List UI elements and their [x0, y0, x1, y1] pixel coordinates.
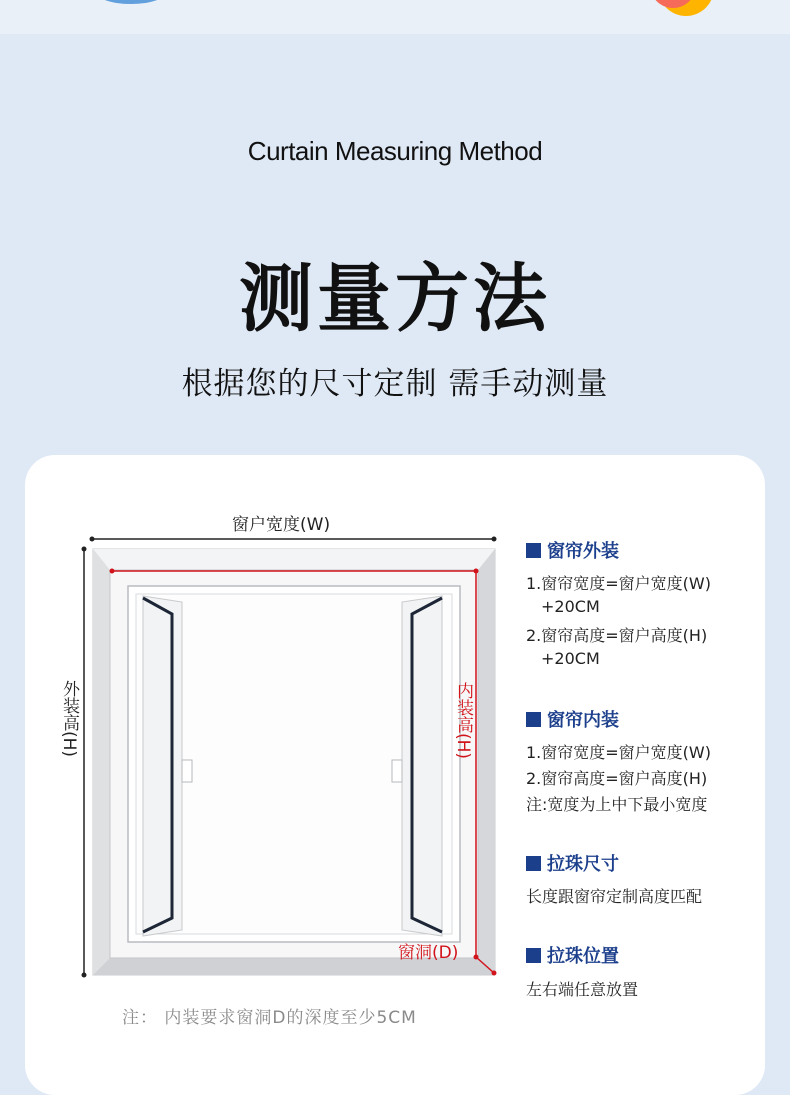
- spec-line: 2.窗帘高度=窗户高度(H): [526, 769, 708, 788]
- page-subtitle: 根据您的尺寸定制 需手动测量: [181, 366, 609, 402]
- square-bullet-icon: [526, 948, 541, 963]
- window-width-label: 窗户宽度(W): [232, 515, 331, 535]
- square-bullet-icon: [526, 712, 541, 727]
- left-handle: [182, 760, 192, 782]
- left-sash: [143, 596, 182, 936]
- spec-line: +20CM: [541, 597, 600, 616]
- spec-line: 注:宽度为上中下最小宽度: [526, 795, 708, 814]
- depth-note: 注： 内装要求窗洞D的深度至少5CM: [122, 1008, 417, 1028]
- spec-line: 1.窗帘宽度=窗户宽度(W): [526, 743, 711, 762]
- spec-line: 1.窗帘宽度=窗户宽度(W): [526, 574, 711, 593]
- spec-line: +20CM: [541, 649, 600, 668]
- right-handle: [392, 760, 402, 782]
- square-bullet-icon: [526, 856, 541, 871]
- spec-line: 2.窗帘高度=窗户高度(H): [526, 626, 708, 645]
- square-bullet-icon: [526, 543, 541, 558]
- bead-position-heading: 拉珠位置: [526, 942, 619, 968]
- bead-size-heading: 拉珠尺寸: [526, 850, 619, 876]
- inner-mount-heading: 窗帘内装: [526, 706, 619, 732]
- outer-height-label: 外装高(H): [59, 680, 79, 758]
- right-sash: [402, 596, 442, 936]
- inner-height-label: 内装高(H): [453, 682, 473, 760]
- english-title: Curtain Measuring Method: [247, 136, 543, 166]
- spec-line: 长度跟窗帘定制高度匹配: [526, 887, 703, 906]
- page-title: 测量方法: [239, 256, 551, 342]
- spec-line: 左右端任意放置: [526, 980, 639, 999]
- opening-depth-label: 窗洞(D): [398, 943, 459, 963]
- outer-mount-heading: 窗帘外装: [526, 537, 619, 563]
